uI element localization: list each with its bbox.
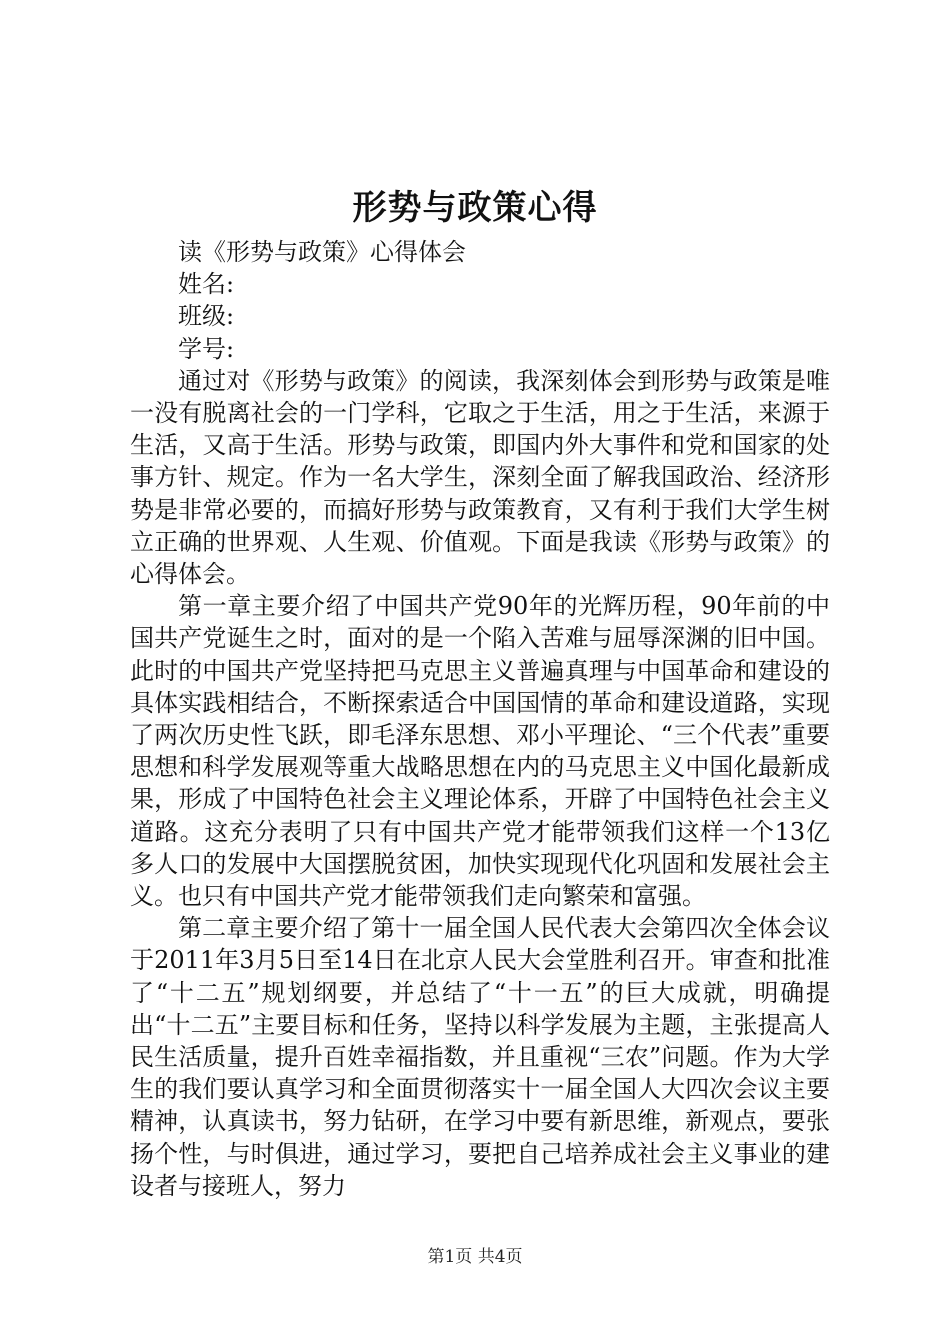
student-id-field-label: 学号: (178, 334, 235, 363)
name-field-label: 姓名: (178, 270, 235, 299)
paragraph-chapter-two: 第二章主要介绍了第十一届全国人民代表大会第四次全体会议于2011年3月5日至14日在北京人民大会堂胜利召开。审查和批准了“十二五”规划纲要，并总结了“十一五”的巨大成就，明确提出“十二五”主要目标和任务，坚持以科学发展为主题，主张提高人民生活质量，提升百姓幸福指数，并且重视“三农”问题。作为大学生的我们要认真学习和全面贯彻落实十一届全国人大四次会议主要精神，认真读书，努力钻研，在学习中要有新思维，新观点，要张扬个性，与时俱进，通过学习，要把自己培养成社会主义事业的建设者与接班人，努力 (130, 914, 830, 1200)
subtitle-line: 读《形势与政策》心得体会 (178, 238, 466, 266)
paragraph-intro: 通过对《形势与政策》的阅读，我深刻体会到形势与政策是唯一没有脱离社会的一门学科，它取之于生活，用之于生活，来源于生活，又高于生活。形势与政策，即国内外大事件和党和国家的处事方针、规定。作为一名大学生，深刻全面了解我国政治、经济形势是非常必要的，而搞好形势与政策教育，又有利于我们大学生树立正确的世界观、人生观、价值观。下面是我读《形势与政策》的心得体会。 (130, 366, 830, 588)
page-footer: 第1页 共4页 (427, 1247, 523, 1267)
class-field-label: 班级: (178, 302, 235, 331)
document-title: 形势与政策心得 (352, 188, 598, 228)
paragraph-chapter-one: 第一章主要介绍了中国共产党90年的光辉历程，90年前的中国共产党诞生之时，面对的是一个陷入苦难与屈辱深渊的旧中国。此时的中国共产党坚持把马克思主义普遍真理与中国革命和建设的具体实践相结合，不断探索适合中国国情的革命和建设道路，实现了两次历史性飞跃，即毛泽东思想、邓小平理论、“三个代表”重要思想和科学发展观等重大战略思想在内的马克思主义中国化最新成果，形成了中国特色社会主义理论体系，开辟了中国特色社会主义道路。这充分表明了只有中国共产党才能带领我们这样一个13亿多人口的发展中大国摆脱贫困，加快实现现代化巩固和发展社会主义。也只有中国共产党才能带领我们走向繁荣和富强。 (130, 592, 830, 910)
document-body (130, 236, 830, 1202)
